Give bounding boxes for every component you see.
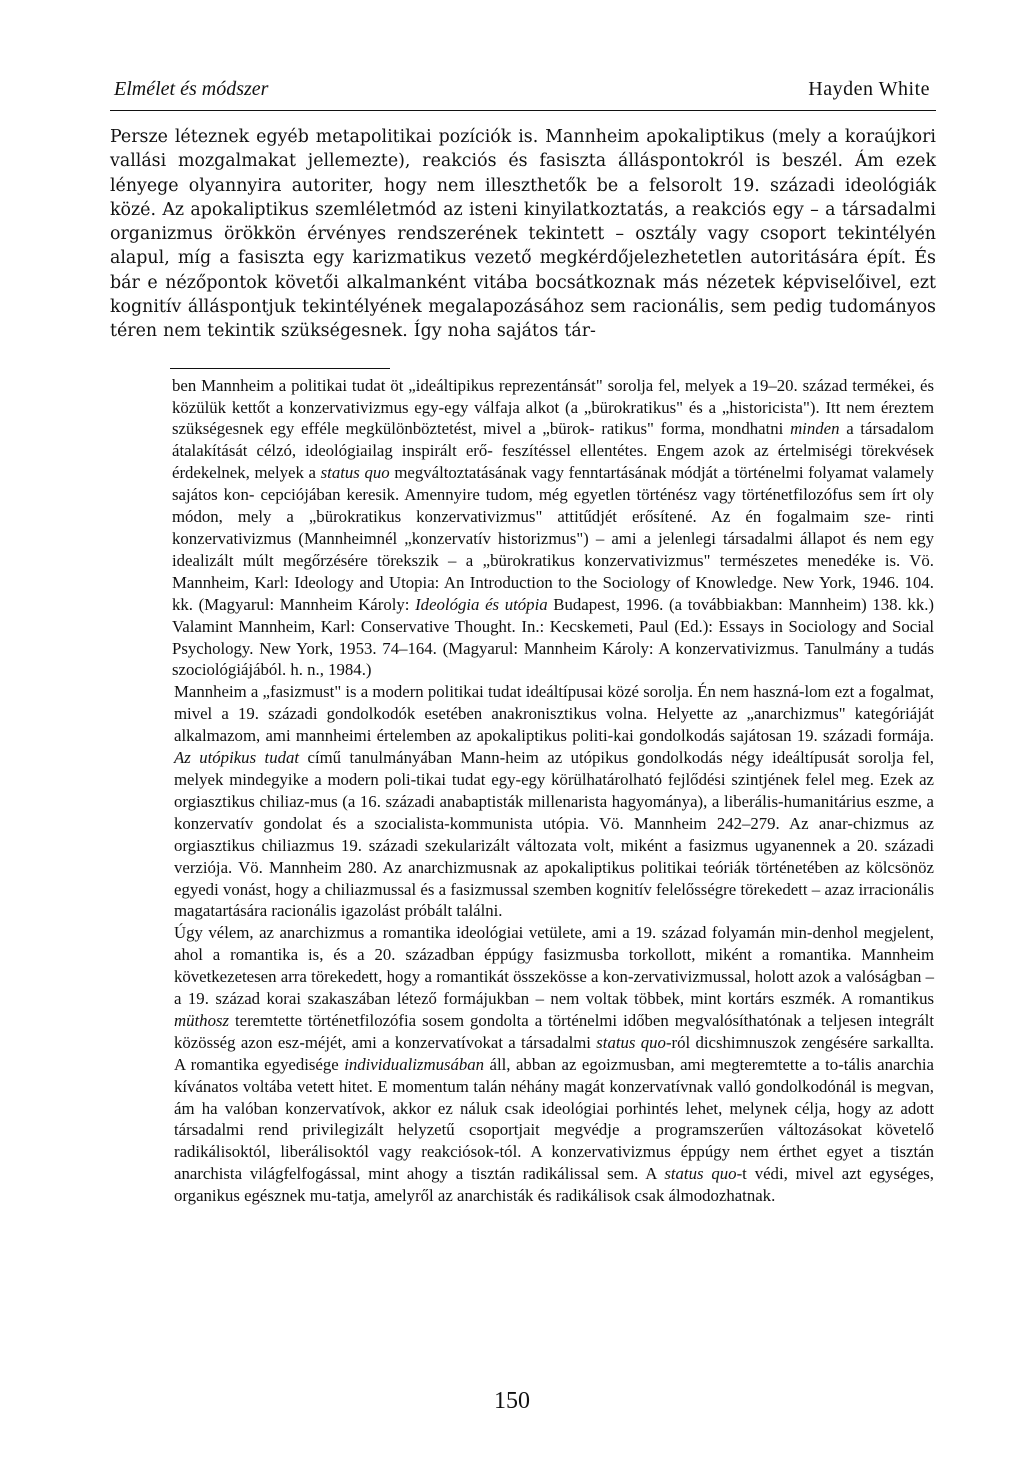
footnote-text: a társadalom átalakítását célzó, ideológiailag inspirált erő- [172, 419, 934, 461]
footnote-italic: müthosz [174, 1010, 230, 1030]
footnote-text: oly módon, mely a „bürokratikus konzervativizmus" attitűdjét erősítené. Az én fogalmaim sze- [172, 485, 934, 527]
running-head-author: Hayden White [808, 78, 930, 100]
footnote-text: feszítéssel ellentétes. Engem azok az értelmiségi törekvések érdekelnek, melyek a [172, 441, 934, 483]
footnote-italic: Az utópikus tudat [174, 748, 300, 768]
footnote-text: század termékei, és közülük kettőt a konzervativizmus egy-egy válfaja alkot (a „bürokratikus" [172, 375, 935, 417]
footnote-text: a tudás szociológiájából. h. n., 1984.) [172, 638, 934, 680]
footnotes [110, 375, 936, 1207]
footnote-continuation [172, 375, 934, 682]
footnote-text: Úgy vélem, az anarchizmus a romantika ideológiai vetülete, ami a 19. század folyamán min-denhol megjelent, ahol a romantika is, és a 20. században éppúgy fasizmusba torkollott, miként a romantika. Mannheim következetesen arra törekedett, hogy a romantikát összekösse a kon-zervativizmussal, holott azok a valóságban – a 19. század korai szakaszában létező formájukban – nem voltak többek, mint kortárs eszmék. A romantikus [174, 923, 934, 1009]
footnote-text: ben Mannheim a politikai tudat öt „ideáltipikus reprezentánsát" sorolja fel, melyek a 19–20. [172, 375, 798, 395]
footnote-text: ratikus" forma, mondhatni [601, 419, 791, 439]
footnote-text: Conservative Thought. In.: Kecskemeti, Paul (Ed.): Essays in Sociology and Social Psychology. [172, 616, 934, 658]
footnote-italic: individualizmusában [344, 1054, 485, 1074]
footnote-text: és a „historicista"). Itt nem éreztem szükségesnek egy efféle megkülönböztetést, mivel a „bürok- [172, 397, 935, 439]
footnote-text: New York, 1953. 74–164. (Magyarul: Mannheim Károly: A konzervativizmus. Tanulmány [259, 638, 880, 658]
footnote-rule [170, 368, 390, 369]
footnote-text: rinti konzervativizmus (Mannheimnél „konzervatív historizmus") – ami a jelenlegi társadalmi [172, 507, 935, 549]
body-paragraph: Persze léteznek egyéb metapolitikai pozíciók is. Mannheim apokaliptikus (mely a koraújkori vallási mozgalmakat jellemezte), reakciós és fasiszta álláspontokról is beszél. Ám ezek lényege olyannyira autoriter, hogy nem illeszthetők be a felsorolt 19. századi ideológiák közé. Az apokaliptikus szemléletmód az isteni kinyilatkoztatás, a reakciós egy – a társadalmi organizmus örökkön érvényes rendszerének tekintett – osztály vagy csoport tekintélyén alapul, míg a fasiszta egy karizmatikus vezető megkérdőjelezhetetlen autoritására épít. És bár e nézőpontok követői alkalmanként vitába bocsátkoznak más nézetek képviselőivel, ezt kognitív álláspontjuk tekintélyének megalapozásához sem racionális, sem pedig tudományos téren nem tekintik szükségesnek. Így noha sajátos tár- [110, 127, 936, 342]
page-number: 150 [494, 1388, 530, 1414]
footnote-text: megváltoztatásának vagy fenntartásának módját a történelmi folyamat valamely sajátos kon- [172, 463, 934, 505]
footnote-text: Budapest, 1996. (a továbbiakban: Mannheim) 138. kk.) Valamint Mannheim, Karl: [172, 594, 935, 636]
footnote-romanticism [174, 922, 934, 1207]
footnote-text: -t védi, mivel azt egységes, organikus egésznek mu-tatja, amelyről az anarchisták és radikálisok csak álmodozhatnak. [174, 1164, 934, 1206]
running-head-section: Elmélet és módszer [114, 78, 269, 100]
main-text [110, 125, 936, 344]
footnote-text: áll, abban az egoizmusban, ami megteremtette a to-tális anarchia kívánatos voltába vetett hitet. E momentum talán néhány magát konzervatívnak valló gondolkodónál is megvan, ám ha valóban konzervatívok, akkor ez náluk csak ideológiai porhintés lehet, melynek célja, hogy az adott társadalmi rend privilegizált helyzetű csoportjait megvédje a programszerűen változásokat követelő radikálisoktól, liberálisoktól vagy reakciósok-tól. A konzervativizmus éppúgy nem érthet egyet a tisztán anarchista világfelfogással, mint ahogy a tisztán radikálissal sem. A [174, 1054, 934, 1184]
footnote-italic: minden [790, 419, 840, 439]
footnote-text: természetes menedéke is. Vö. Mannheim, Karl: Ideology and Utopia: An Introduction to the [172, 550, 934, 592]
footnote-text: teremtette történetfilozófia sosem gondolta a történelmi időben megvalósíthatónak a teljesen integrált közösség azon esz-méjét, ami a konzervatívokat a társadalmi [174, 1010, 934, 1052]
footnote-italic: utópia [504, 594, 548, 614]
footnote-text: Mannheim a „fasizmust" is a modern politikai tudat ideáltípusai közé sorolja. Én nem haszná-lom ezt a fogalmat, mivel a 19. századi gondolkodók esetében anakronisztikus volna. Helyette az „anarchizmus" kategóriáját alkalmazom, ami mannheimi értelemben az apokaliptikus politi-kai gondolkodás sajátosan 19. századi formája. [174, 682, 934, 746]
footnote-italic: status quo [320, 463, 390, 483]
footnote-italic: status quo [596, 1032, 666, 1052]
footnote-italic: Ideológia és [415, 594, 500, 614]
footnote-text: állapot és nem egy idealizált múlt megőrzésére törekszik – a „bürokratikus konzervativizmus" [172, 529, 934, 570]
footnote-text: Sociology of Knowledge. New York, 1946. 104. kk. (Magyarul: Mannheim Károly: [172, 572, 934, 614]
footnote-anarchism [174, 681, 934, 922]
running-head [110, 78, 936, 111]
footnote-text: -ról dicshimnuszok zengésére sarkallta. A romantika egyedisége [174, 1032, 934, 1074]
footnote-text: című tanulmányában Mann-heim az utópikus gondolkodás négy ideáltípusát sorolja fel, melyek mindegyike a modern poli-tikai tudat egy-egy körülhatárolható fejlődési szintjének felel meg. Ezek az orgiasztikus chiliaz-mus (a 16. századi anabaptisták millenarista hagyománya), a liberális-humanitárius eszme, a konzervatív gondolat és a szocialista-kommunista utópia. Vö. Mannheim 242–279. Az anar-chizmus az orgiasztikus chiliazmus 19. századi szekularizált változata volt, miként a fasizmus ugyanennek a 20. századi verziója. Vö. Mannheim 280. Az anarchizmusnak az apokaliptikus politikai teóriák történetében az kölcsönöz egyedi vonást, hogy a chiliazmussal és a fasizmussal szemben kognitív felelősségre törekedett – azaz irracionális magatartására racionális igazolást próbált találni. [174, 748, 934, 921]
footnote-text: cepciójában keresik. Amennyire tudom, még egyetlen történész vagy történetfilozófus sem írt [260, 485, 907, 505]
footnote-italic: status quo [664, 1164, 737, 1184]
page [110, 78, 936, 1207]
